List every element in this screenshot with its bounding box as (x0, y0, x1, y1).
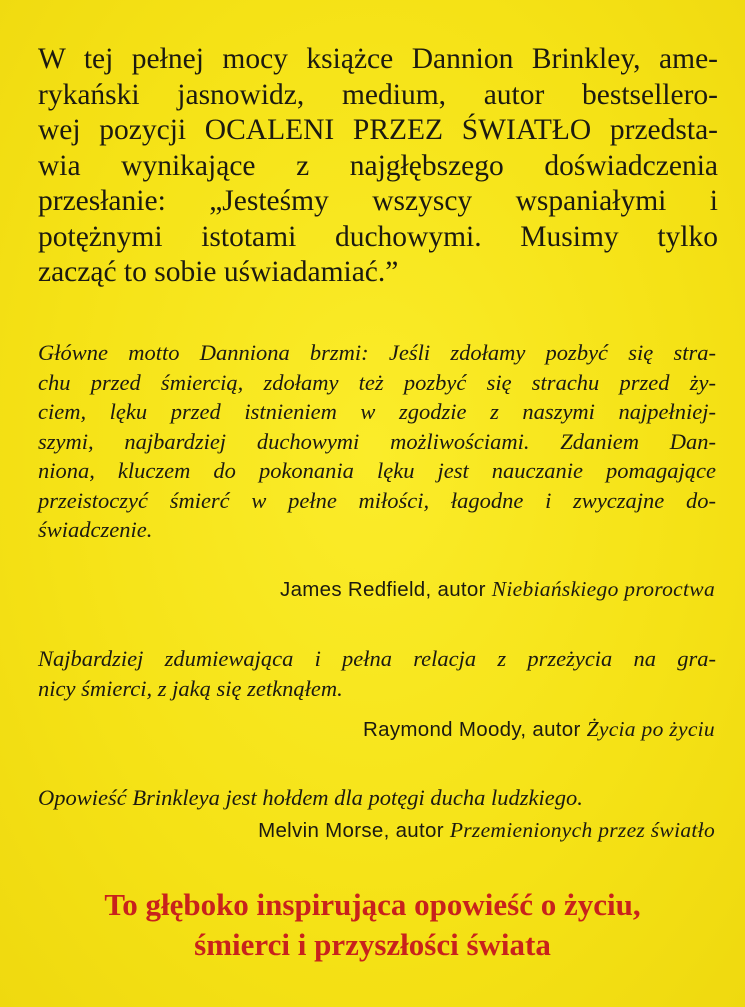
quote-line: Główne motto Danniona brzmi: Jeśli zdołamy pozbyć się stra- (38, 340, 716, 365)
quote-line: szymi, najbardziej duchowymi możliwościami. Zdaniem Dan- (38, 428, 716, 454)
quote-line: ciem, lęku przed istnieniem w zgodzie z naszymi najpełniej- (38, 399, 716, 424)
tagline (0, 885, 745, 965)
attribution-morse (258, 818, 715, 843)
attribution-moody (363, 717, 715, 742)
lead-line: potężnymi istotami duchowymi. Musimy tylko (38, 220, 718, 253)
endorsement-quote-redfield (38, 338, 716, 545)
quote-line: Opowieść Brinkleya jest hołdem dla potęgi ducha ludzkiego. (38, 785, 583, 810)
quote-line: Najbardziej zdumiewająca i pełna relacja z przeżycia na gra- (38, 646, 716, 671)
quote-line: przeistoczyć śmierć w pełne miłości, łagodne i zwyczajne do- (38, 487, 716, 513)
lead-line: przesłanie: „Jesteśmy wszyscy wspaniałymi i (38, 185, 718, 217)
lead-line: rykański jasnowidz, medium, autor bestsellero- (38, 78, 718, 111)
attribution-work: Przemienionych przez światło (449, 818, 715, 842)
attribution-author: Raymond Moody, autor (363, 718, 587, 741)
lead-line: zacząć to sobie uświadamiać.” (38, 256, 399, 288)
lead-line: wia wynikające z najgłębszego doświadczenia (38, 149, 718, 182)
attribution-redfield (280, 577, 715, 602)
quote-line: nicy śmierci, z jaką się zetknąłem. (38, 675, 343, 701)
attribution-author: James Redfield, autor (280, 578, 492, 601)
attribution-work: Życia po życiu (586, 717, 715, 741)
tagline-line: śmierci i przyszłości świata (194, 927, 551, 962)
lead-line: wej pozycji OCALENI PRZEZ ŚWIATŁO przedsta- (38, 114, 718, 146)
tagline-line: To głęboko inspirująca opowieść o życiu, (104, 887, 641, 922)
attribution-work: Niebiańskiego proroctwa (491, 577, 715, 601)
endorsement-quote-moody (38, 644, 716, 703)
endorsement-quote-morse (38, 783, 716, 813)
quote-line: niona, kluczem do pokonania lęku jest nauczanie pomagające (38, 458, 716, 483)
quote-line: chu przed śmiercią, zdołamy też pozbyć się strachu przed ży- (38, 369, 716, 395)
quote-line: świadczenie. (38, 517, 153, 542)
lead-paragraph (38, 42, 718, 291)
attribution-author: Melvin Morse, autor (258, 819, 450, 842)
lead-line: W tej pełnej mocy książce Dannion Brinkley, ame- (38, 43, 718, 75)
